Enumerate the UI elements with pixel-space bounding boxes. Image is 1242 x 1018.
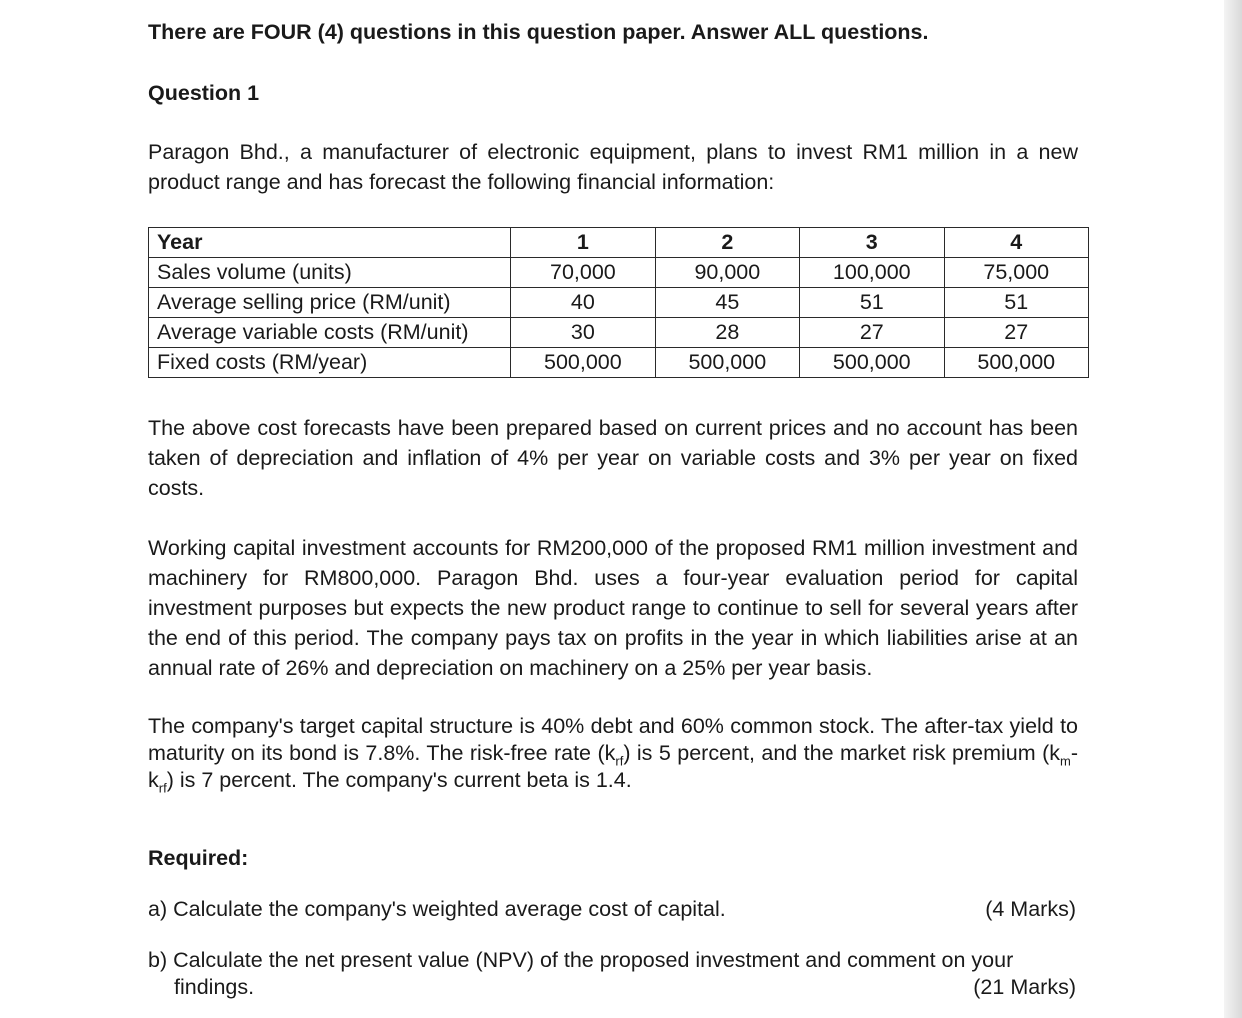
table-cell: 500,000 bbox=[800, 348, 944, 378]
table-row bbox=[149, 258, 1089, 288]
table-cell: 75,000 bbox=[944, 258, 1089, 288]
question-title: Question 1 bbox=[148, 81, 260, 105]
table-cell: 40 bbox=[511, 288, 655, 318]
row-label: Fixed costs (RM/year) bbox=[149, 348, 511, 378]
required-item-b-line2: findings. bbox=[174, 975, 255, 999]
table-cell: 45 bbox=[655, 288, 799, 318]
row-label: Average selling price (RM/unit) bbox=[149, 288, 511, 318]
paragraph-inflation: The above cost forecasts have been prepared based on current prices and no account has been taken of depreciation and inflation of 4% per year on variable costs and 3% per year on fixed costs. bbox=[148, 416, 1078, 500]
paragraph-working-capital: Working capital investment accounts for RM200,000 of the proposed RM1 million investment and machinery for RM800,000. Paragon Bhd. uses a four-year evaluation period for capital investment purposes but expects the new product range to continue to sell for several years after the end of this period. The company pays tax on profits in the year in which liabilities arise at an annual rate of 26% and depreciation on machinery on a 25% per year basis. bbox=[148, 536, 1078, 680]
required-item-a bbox=[148, 896, 1076, 923]
text-fragment: ) is 7 percent. The company's current beta is 1.4. bbox=[166, 768, 632, 792]
table-cell: 27 bbox=[800, 318, 944, 348]
table-cell: 51 bbox=[800, 288, 944, 318]
table-cell: 27 bbox=[944, 318, 1089, 348]
required-item-b bbox=[148, 947, 1076, 1001]
exam-instruction: There are FOUR (4) questions in this question paper. Answer ALL questions. bbox=[148, 20, 929, 44]
required-item-a-marks: (4 Marks) bbox=[985, 897, 1076, 921]
year-cell: 1 bbox=[511, 228, 655, 258]
table-header-row bbox=[149, 228, 1089, 258]
financial-forecast-table bbox=[148, 227, 1089, 378]
table-row bbox=[149, 288, 1089, 318]
required-item-b-marks: (21 Marks) bbox=[973, 975, 1076, 999]
year-cell: 3 bbox=[800, 228, 944, 258]
table-cell: 90,000 bbox=[655, 258, 799, 288]
table-row bbox=[149, 318, 1089, 348]
text-fragment: ) is 5 percent, and the market risk premium (k bbox=[623, 741, 1060, 765]
table-cell: 500,000 bbox=[511, 348, 655, 378]
year-cell: 2 bbox=[655, 228, 799, 258]
subscript: rf bbox=[158, 780, 167, 796]
text-fragment: The company's target capital structure is 40% debt and 60% common stock. The after-tax yield to maturity on its bond is 7.8%. The risk-free rate (k bbox=[148, 714, 1078, 765]
year-header: Year bbox=[149, 228, 511, 258]
page-edge-shadow bbox=[1224, 0, 1242, 1018]
required-heading: Required: bbox=[148, 846, 249, 870]
row-label: Average variable costs (RM/unit) bbox=[149, 318, 511, 348]
table-cell: 70,000 bbox=[511, 258, 655, 288]
subscript: m bbox=[1059, 753, 1071, 769]
table-row bbox=[149, 348, 1089, 378]
question-intro: Paragon Bhd., a manufacturer of electronic equipment, plans to invest RM1 million in a new product range and has forecast the following financial information: bbox=[148, 140, 1078, 194]
row-label: Sales volume (units) bbox=[149, 258, 511, 288]
table-cell: 500,000 bbox=[944, 348, 1089, 378]
paragraph-capital-structure bbox=[148, 713, 1078, 794]
required-item-b-line1: b) Calculate the net present value (NPV) of the proposed investment and comment on your bbox=[148, 948, 1014, 972]
year-cell: 4 bbox=[944, 228, 1089, 258]
table-cell: 500,000 bbox=[655, 348, 799, 378]
subscript: rf bbox=[615, 753, 624, 769]
table-cell: 100,000 bbox=[800, 258, 944, 288]
text-fragment: -k bbox=[148, 741, 1078, 792]
table-cell: 30 bbox=[511, 318, 655, 348]
table-cell: 51 bbox=[944, 288, 1089, 318]
table-cell: 28 bbox=[655, 318, 799, 348]
required-item-a-text: a) Calculate the company's weighted average cost of capital. bbox=[148, 897, 726, 921]
